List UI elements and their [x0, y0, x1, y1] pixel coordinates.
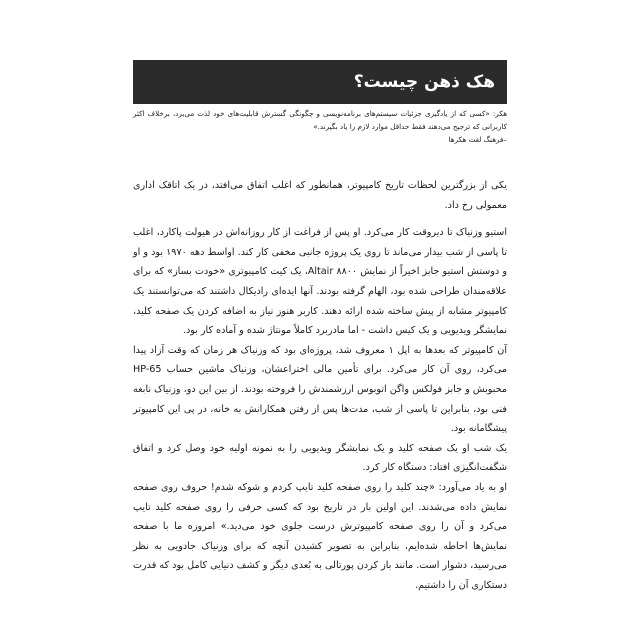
paragraph: یکی از بزرگترین لحظات تاریخ کامپیوتر، همانطور که اغلب اتفاق می‌افتد، در یک اتاقک اداری معمولی رخ داد.: [133, 180, 507, 211]
chapter-title-bar: [133, 60, 507, 104]
body-text: [133, 176, 507, 595]
epigraph: [133, 107, 507, 146]
book-page: [133, 60, 507, 595]
paragraph: او به یاد می‌آورد: «چند کلید را روی صفحه کلید تایپ کردم و شوکه شدم! حروف روی صفحه نمایش داده می‌شدند. این اولین بار در تاریخ بود که کسی حرفی را روی صفحه کلید تایپ می‌کرد و آن را روی صفحه کامپیوترش درست جلوی خود می‌دید.» امروزه ما با صفحه نمایش‌ها احاطه شده‌ایم، بنابراین به تصویر کشیدن آنچه که برای وزنیاک جادویی به نظر می‌رسید، دشوار است. مانند باز کردن پورتالی به بُعدی دیگر و کشف دنیایی کامل بود که قدرت دستکاری آن را داشتیم.: [133, 481, 507, 591]
paragraph: یک شب او یک صفحه کلید و یک نمایشگر ویدیویی را به نمونه اولیه خود وصل کرد و اتفاق شگفت‌انگیزی افتاد: دستگاه کار کرد.: [133, 442, 507, 474]
chapter-title: هک ذهن چیست؟: [353, 72, 495, 92]
paragraph: آن کامپیوتر که بعدها به اپل ۱ معروف شد، پروژه‌ای بود که وزنیاک هر زمان که وقت آزاد پیدا می‌کرد، روی آن کار می‌کرد. برای تأمین مالی اختراعشان، وزنیاک ماشین حساب HP-65 محبوبش و جابز فولکس واگن اتوبوس ارزشمندش را فروخته بودند. از بین این دو، وزنیاک نابغه فنی بود، بنابراین تا پاسی از شب، مدت‌ها پس از رفتن همکارانش به خانه، در پی این کامپیوتر پیشگامانه بود.: [133, 344, 507, 435]
epigraph-quote: هکر: «کسی که از یادگیری جزئیات سیستم‌های برنامه‌نویسی و چگونگی گسترش قابلیت‌های خود لذت می‌برد، برخلاف اکثر کاربرانی که ترجیح می‌دهند فقط حداقل موارد لازم را یاد بگیرند.»: [133, 109, 507, 131]
paragraph: استیو وزنیاک تا دیروقت کار می‌کرد. او پس از فراغت از کار روزانه‌اش در هیولت پاکارد، اغلب تا پاسی از شب بیدار می‌ماند تا روی یک پروژه جانبی مخفی کار کند. اواسط دهه ۱۹۷۰ بود و او و دوستش استیو جابز اخیراً از نمایش Altair ۸۸۰۰، یک کیت کامپیوتری «خودت بساز» که برای علاقه‌مندان طراحی شده بود، الهام گرفته بودند. آنها ایده‌ای رادیکال داشتند که می‌توانستند یک کامپیوتر مشابه از پیش ساخته شده ارائه دهند. کاربر هنوز نیاز به اضافه کردن یک صفحه کلید، نمایشگر ویدیویی و یک کیس داشت - اما مادربرد کاملاً مونتاژ شده و آماده کار بود.: [133, 227, 508, 337]
epigraph-source: –فرهنگ لغت هکرها: [448, 135, 507, 144]
